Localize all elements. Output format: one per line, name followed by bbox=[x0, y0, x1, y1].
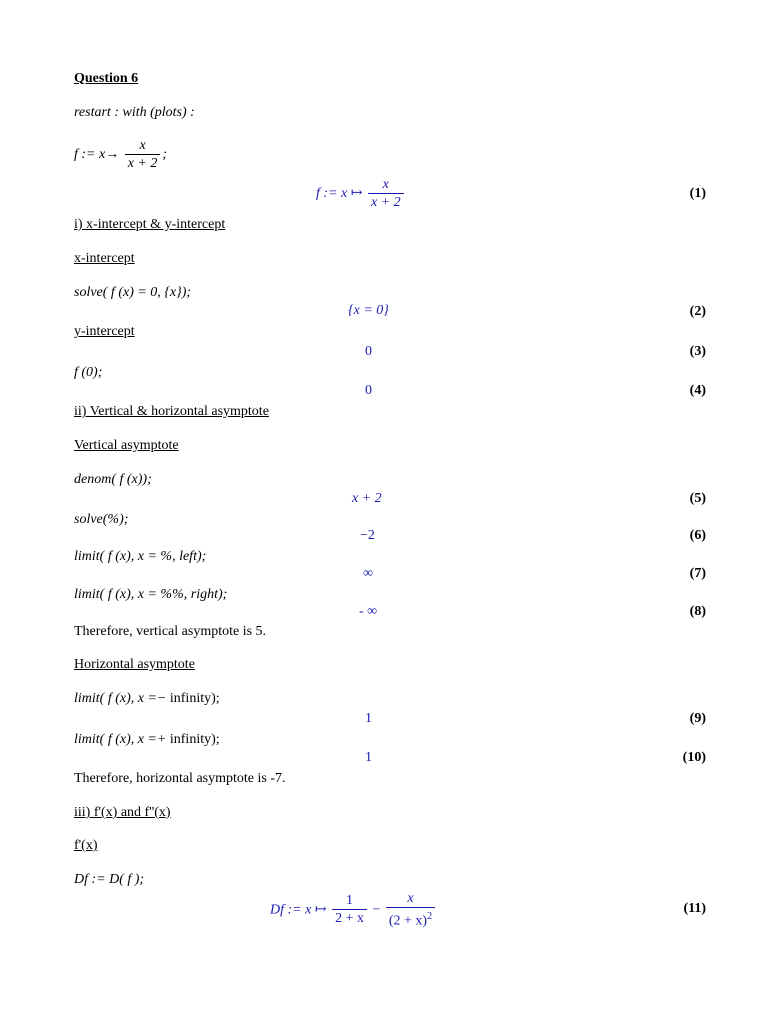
equation-label-1: (1) bbox=[689, 186, 706, 201]
define-f-denominator: x + 2 bbox=[125, 154, 161, 172]
equation-label-4: (4) bbox=[689, 383, 706, 398]
f-zero-command[interactable]: f (0); bbox=[74, 365, 103, 380]
output-10: 1 bbox=[365, 750, 372, 765]
output-1-fraction bbox=[368, 177, 404, 211]
equation-label-6: (6) bbox=[689, 528, 706, 543]
output-1-denominator: x + 2 bbox=[368, 193, 404, 211]
section-iii-heading: iii) f'(x) and f''(x) bbox=[74, 805, 171, 820]
output-11-denominator-2 bbox=[386, 907, 435, 930]
limit-pos-word: infinity); bbox=[166, 732, 220, 747]
output-11-numerator-1: 1 bbox=[346, 893, 354, 909]
limit-pos-code: limit( f (x), x =+ bbox=[74, 732, 167, 747]
section-ii-heading: ii) Vertical & horizontal asymptote bbox=[74, 404, 269, 419]
output-11-fraction-2 bbox=[386, 891, 435, 930]
output-4: 0 bbox=[365, 383, 372, 398]
vertical-asymptote-note: Therefore, vertical asymptote is 5. bbox=[74, 624, 267, 639]
horizontal-asymptote-heading: Horizontal asymptote bbox=[74, 657, 195, 672]
f-prime-heading: f'(x) bbox=[74, 838, 98, 853]
output-8: - ∞ bbox=[359, 604, 378, 619]
output-7: ∞ bbox=[363, 566, 373, 581]
question-title: Question 6 bbox=[74, 71, 139, 86]
define-f-command[interactable] bbox=[74, 138, 167, 172]
equation-label-2: (2) bbox=[689, 304, 706, 319]
output-2: {x = 0} bbox=[348, 303, 389, 318]
y-intercept-heading: y-intercept bbox=[74, 324, 135, 339]
vertical-asymptote-heading: Vertical asymptote bbox=[74, 438, 179, 453]
output-6: −2 bbox=[360, 528, 375, 543]
limit-neg-infinity-command[interactable] bbox=[74, 691, 220, 707]
output-9: 1 bbox=[365, 711, 372, 726]
solve-fx-command[interactable]: solve( f (x) = 0, {x}); bbox=[74, 285, 192, 300]
equation-label-8: (8) bbox=[689, 604, 706, 619]
denom-command[interactable]: denom( f (x)); bbox=[74, 472, 152, 487]
section-i-heading: i) x-intercept & y-intercept bbox=[74, 217, 226, 232]
output-11-denominator-2-base: (2 + x) bbox=[388, 913, 428, 929]
df-command[interactable]: Df := D( f ); bbox=[74, 872, 145, 887]
output-1-numerator: x bbox=[382, 177, 389, 192]
output-11-numerator-2: x bbox=[407, 891, 414, 906]
limit-neg-code: limit( f (x), x =− bbox=[74, 691, 167, 706]
limit-neg-word: infinity); bbox=[166, 691, 220, 706]
output-11-minus: − bbox=[372, 902, 381, 918]
x-intercept-heading: x-intercept bbox=[74, 251, 135, 266]
equation-label-11: (11) bbox=[683, 901, 706, 916]
output-1-lhs: f := x ↦ bbox=[316, 186, 363, 202]
equation-label-9: (9) bbox=[689, 711, 706, 726]
horizontal-asymptote-note: Therefore, horizontal asymptote is -7. bbox=[74, 771, 286, 786]
limit-left-command[interactable]: limit( f (x), x = %, left); bbox=[74, 549, 207, 564]
output-11-exponent: 2 bbox=[427, 911, 433, 922]
define-f-fraction bbox=[125, 138, 161, 172]
equation-label-5: (5) bbox=[689, 491, 706, 506]
limit-pos-infinity-command[interactable] bbox=[74, 732, 220, 748]
output-11-lhs: Df := x ↦ bbox=[270, 902, 327, 918]
output-11-fraction-1 bbox=[332, 893, 367, 927]
equation-label-10: (10) bbox=[682, 750, 706, 765]
restart-command[interactable]: restart : with (plots) : bbox=[74, 105, 195, 120]
output-5: x + 2 bbox=[352, 491, 382, 506]
solve-percent-command[interactable]: solve(%); bbox=[74, 512, 129, 527]
define-f-lhs: f := x→ bbox=[74, 147, 120, 163]
output-11-denominator-1: 2 + x bbox=[332, 909, 367, 927]
equation-label-3: (3) bbox=[689, 344, 706, 359]
output-3: 0 bbox=[365, 344, 372, 359]
limit-right-command[interactable]: limit( f (x), x = %%, right); bbox=[74, 587, 228, 602]
define-f-numerator: x bbox=[139, 138, 146, 153]
equation-label-7: (7) bbox=[689, 566, 706, 581]
output-1 bbox=[316, 177, 406, 211]
output-11 bbox=[270, 891, 437, 930]
define-f-tail: ; bbox=[162, 147, 168, 163]
